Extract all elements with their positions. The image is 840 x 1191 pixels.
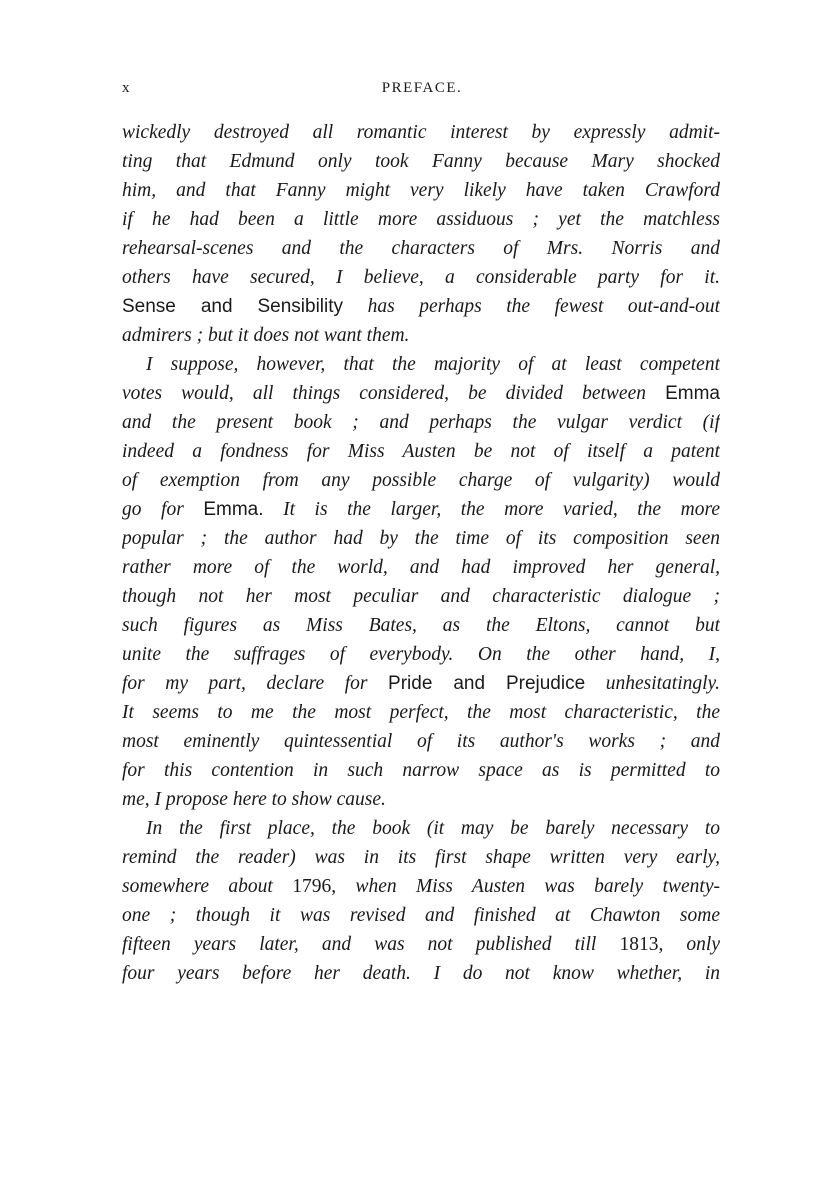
text-line-16: rather more of the world, and had improved her general, bbox=[122, 557, 720, 578]
text-line-11: and the present book ; and perhaps the vulgar verdict (if bbox=[122, 412, 720, 433]
text-line-21: It seems to me the most perfect, the most characteristic, the bbox=[122, 702, 720, 723]
text-line-5: rehearsal-scenes and the characters of Mrs. Norris and bbox=[122, 238, 720, 259]
text-line-10-start: votes would, all things considered, be divided between bbox=[122, 383, 666, 404]
text-line-27-rest: , when Miss Austen was barely twenty- bbox=[331, 876, 720, 897]
text-line-10 bbox=[122, 379, 720, 408]
text-line-27 bbox=[122, 872, 720, 901]
text-line-14-start: go for bbox=[122, 499, 204, 520]
running-title: PREFACE. bbox=[381, 80, 463, 96]
text-line-4: if he had been a little more assiduous ; yet the matchless bbox=[122, 209, 720, 230]
page-number: x bbox=[122, 80, 131, 96]
preface-body-text bbox=[122, 118, 720, 988]
text-line-29-start: fifteen years later, and was not published till bbox=[122, 934, 620, 955]
text-line-28: one ; though it was revised and finished at Chawton some bbox=[122, 905, 720, 926]
text-line-3: him, and that Fanny might very likely have taken Crawford bbox=[122, 180, 720, 201]
text-line-7-rest: has perhaps the fewest out-and-out bbox=[343, 296, 720, 317]
text-line-8: admirers ; but it does not want them. bbox=[122, 325, 410, 346]
title-emma-2: Emma. bbox=[203, 499, 264, 520]
text-line-29-rest: , only bbox=[658, 934, 720, 955]
year-1796: 1796 bbox=[292, 876, 332, 897]
text-line-26: remind the reader) was in its first shape written very early, bbox=[122, 847, 720, 868]
text-line-30: four years before her death. I do not know whether, in bbox=[122, 963, 720, 984]
text-line-15: popular ; the author had by the time of its composition seen bbox=[122, 528, 720, 549]
year-1813: 1813 bbox=[619, 934, 659, 955]
title-pride-and-prejudice: Pride and Prejudice bbox=[388, 673, 586, 694]
text-line-24: me, I propose here to show cause. bbox=[122, 789, 386, 810]
text-line-29 bbox=[122, 930, 720, 959]
text-line-14-rest: It is the larger, the more varied, the more bbox=[263, 499, 720, 520]
text-line-6: others have secured, I believe, a considerable party for it. bbox=[122, 267, 720, 288]
text-line-20-rest: unhesitatingly. bbox=[585, 673, 720, 694]
text-line-12: indeed a fondness for Miss Austen be not of itself a patent bbox=[122, 441, 720, 462]
text-line-18: such figures as Miss Bates, as the Eltons, cannot but bbox=[122, 615, 720, 636]
text-line-9: I suppose, however, that the majority of at least competent bbox=[146, 354, 720, 375]
text-line-23: for this contention in such narrow space as is permitted to bbox=[122, 760, 720, 781]
text-line-1: wickedly destroyed all romantic interest by expressly admit- bbox=[122, 122, 720, 143]
text-line-22: most eminently quintessential of its author's works ; and bbox=[122, 731, 720, 752]
title-sense-and-sensibility: Sense and Sensibility bbox=[122, 296, 344, 317]
text-line-14 bbox=[122, 495, 720, 524]
text-line-20 bbox=[122, 669, 720, 698]
text-line-25: In the first place, the book (it may be barely necessary to bbox=[146, 818, 720, 839]
title-emma: Emma bbox=[665, 383, 720, 404]
page-header bbox=[122, 80, 722, 102]
text-line-19: unite the suffrages of everybody. On the other hand, I, bbox=[122, 644, 720, 665]
text-line-13: of exemption from any possible charge of vulgarity) would bbox=[122, 470, 720, 491]
text-line-27-start: somewhere about bbox=[122, 876, 293, 897]
text-line-7 bbox=[122, 292, 720, 321]
text-line-17: though not her most peculiar and characteristic dialogue ; bbox=[122, 586, 720, 607]
text-line-2: ting that Edmund only took Fanny because Mary shocked bbox=[122, 151, 720, 172]
text-line-20-start: for my part, declare for bbox=[122, 673, 389, 694]
